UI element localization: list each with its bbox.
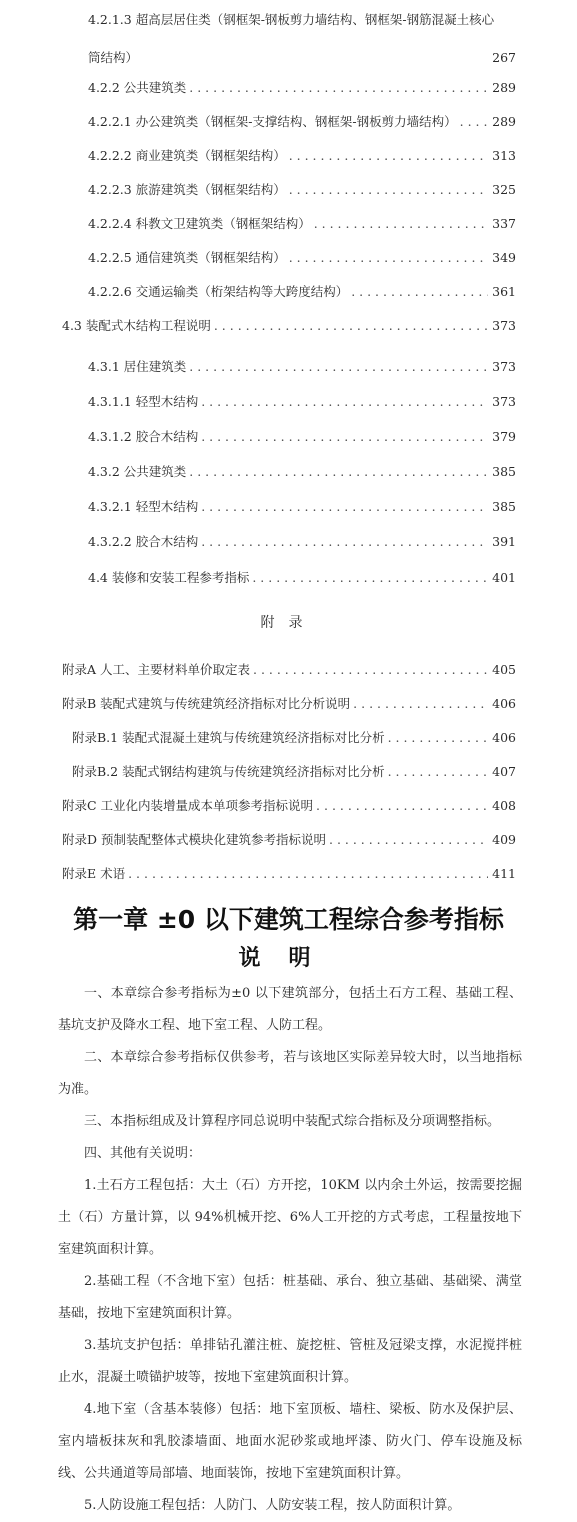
toc-entry-title: 4.2.2.6 交通运输类（桁架结构等大跨度结构） (88, 284, 349, 299)
toc-leader (201, 390, 488, 414)
paragraph: 三、本指标组成及计算程序同总说明中装配式综合指标及分项调整指标。 (84, 1114, 501, 1129)
appendix-entry[interactable] (62, 828, 516, 852)
toc-leader (189, 460, 488, 484)
toc-entry-page: 289 (492, 80, 516, 95)
toc-leader (460, 110, 488, 134)
appendix-entry-title: 附录B.1 装配式混凝土建筑与传统建筑经济指标对比分析 (72, 730, 385, 745)
toc-leader (289, 144, 488, 168)
paragraph: 一、本章综合参考指标为±0 以下建筑部分，包括土石方工程、基础工程、基坑支护及降水工程、地下室工程、人防工程。 (58, 986, 522, 1033)
toc-entry-title: 4.3.2.1 轻型木结构 (88, 499, 199, 514)
toc-entry-page: 289 (492, 114, 516, 129)
toc-leader (351, 280, 488, 304)
toc-entry-title: 4.2.2.1 办公建筑类（钢框架-支撑结构、钢框架-钢板剪力墙结构） (88, 114, 457, 129)
toc-entry-title: 4.3.1.1 轻型木结构 (88, 394, 199, 409)
toc-entry-page: 361 (492, 284, 516, 299)
toc-entry[interactable] (88, 566, 516, 590)
paragraph: 3.基坑支护包括：单排钻孔灌注桩、旋挖桩、管桩及冠梁支撑，水泥搅拌桩止水，混凝土喷锚护坡等，按地下室建筑面积计算。 (58, 1338, 522, 1385)
toc-entry-page: 401 (492, 570, 516, 585)
toc-leader (201, 530, 488, 554)
toc-entry-page: 385 (492, 464, 516, 479)
appendix-entry[interactable] (62, 658, 516, 682)
paragraph: 5.人防设施工程包括：人防门、人防安装工程，按人防面积计算。 (84, 1498, 461, 1513)
toc-entry-page: 373 (492, 359, 516, 374)
toc-entry-page: 325 (492, 182, 516, 197)
toc-leader (289, 178, 488, 202)
section-title: 说明 (238, 946, 339, 971)
paragraph: 4.地下室（含基本装修）包括：地下室顶板、墙柱、梁板、防水及保护层、室内墙板抹灰和乳胶漆墙面、地面水泥砂浆或地坪漆、防火门、停车设施及标线、公共通道等局部墙、地面装饰，按地下室建筑面积计算。 (58, 1402, 522, 1481)
toc-leader (289, 246, 488, 270)
toc-entry[interactable] (88, 390, 516, 414)
toc-entry[interactable] (88, 280, 516, 304)
appendix-entry-title: 附录D 预制装配整体式模块化建筑参考指标说明 (62, 832, 326, 847)
appendix-entry[interactable] (62, 862, 516, 886)
toc-entry-page: 349 (492, 250, 516, 265)
toc-entry-page: 379 (492, 429, 516, 444)
toc-leader (214, 314, 488, 338)
paragraph: 二、本章综合参考指标仅供参考，若与该地区实际差异较大时，以当地指标为准。 (58, 1050, 522, 1097)
toc-entry[interactable] (88, 212, 516, 236)
appendix-entry-page: 406 (492, 696, 516, 711)
appendix-entry-page: 405 (492, 662, 516, 677)
appendix-entry-title: 附录C 工业化内装增量成本单项参考指标说明 (62, 798, 314, 813)
toc-leader (329, 828, 488, 852)
appendix-entry-page: 409 (492, 832, 516, 847)
paragraph: 2.基础工程（不含地下室）包括：桩基础、承台、独立基础、基础梁、满堂基础，按地下室建筑面积计算。 (58, 1274, 522, 1321)
toc-entry[interactable] (88, 355, 516, 379)
toc-leader (189, 76, 488, 100)
appendix-entry-page: 406 (492, 730, 516, 745)
toc-entry-title: 4.3 装配式木结构工程说明 (62, 318, 211, 333)
appendix-entry-title: 附录B.2 装配式钢结构建筑与传统建筑经济指标对比分析 (72, 764, 385, 779)
appendix-entry-title: 附录E 术语 (62, 866, 126, 881)
toc-leader (388, 726, 489, 750)
toc-leader (316, 794, 488, 818)
toc-leader (353, 692, 488, 716)
appendix-entry[interactable] (72, 726, 516, 750)
toc-leader (201, 425, 488, 449)
appendix-entry-title: 附录B 装配式建筑与传统建筑经济指标对比分析说明 (62, 696, 351, 711)
appendix-entry[interactable] (72, 760, 516, 784)
toc-entry[interactable] (88, 110, 516, 134)
toc-entry[interactable] (88, 144, 516, 168)
toc-entry[interactable] (88, 495, 516, 519)
toc-entry-page: 373 (492, 318, 516, 333)
appendix-entry[interactable] (62, 794, 516, 818)
toc-entry[interactable] (88, 530, 516, 554)
toc-leader (128, 862, 488, 886)
appendix-entry-page: 411 (492, 866, 516, 881)
toc-entry-title-cont: 筒结构） (88, 50, 139, 65)
appendix-entry-page: 408 (492, 798, 516, 813)
toc-leader (252, 566, 488, 590)
toc-entry[interactable] (88, 178, 516, 202)
toc-entry-title: 4.2.1.3 超高层居住类（钢框架-钢板剪力墙结构、钢框架-钢筋混凝土核心 (88, 12, 495, 27)
toc-entry-page: 337 (492, 216, 516, 231)
chapter-notes (58, 978, 522, 1522)
toc-leader (189, 355, 488, 379)
toc-entry-page: 385 (492, 499, 516, 514)
toc-entry-title: 4.2.2.3 旅游建筑类（钢框架结构） (88, 182, 286, 197)
toc-leader (201, 495, 488, 519)
toc-entry[interactable] (88, 76, 516, 100)
appendix-entry[interactable] (62, 692, 516, 716)
toc-entry-page: 313 (492, 148, 516, 163)
toc-entry[interactable] (88, 425, 516, 449)
toc-entry[interactable] (62, 314, 516, 338)
toc-entry-title: 4.2.2.2 商业建筑类（钢框架结构） (88, 148, 286, 163)
toc-entry-page: 391 (492, 534, 516, 549)
toc-leader (314, 212, 488, 236)
toc-entry[interactable] (88, 246, 516, 270)
toc-entry-title: 4.3.2 公共建筑类 (88, 464, 187, 479)
toc-entry-page: 373 (492, 394, 516, 409)
paragraph: 四、其他有关说明： (84, 1146, 202, 1161)
toc-leader (253, 658, 488, 682)
toc-entry-title: 4.3.1 居住建筑类 (88, 359, 187, 374)
toc-entry[interactable] (88, 8, 516, 70)
toc-entry-title: 4.3.1.2 胶合木结构 (88, 429, 199, 444)
appendix-heading: 附录 (260, 615, 317, 631)
toc-entry-title: 4.4 装修和安装工程参考指标 (88, 570, 250, 585)
appendix-entry-title: 附录A 人工、主要材料单价取定表 (62, 662, 251, 677)
toc-entry-page: 267 (492, 50, 516, 65)
toc-leader (388, 760, 489, 784)
toc-entry-title: 4.2.2.5 通信建筑类（钢框架结构） (88, 250, 286, 265)
toc-entry-title: 4.3.2.2 胶合木结构 (88, 534, 199, 549)
toc-entry-title: 4.2.2 公共建筑类 (88, 80, 187, 95)
chapter-title: 第一章 ±0 以下建筑工程综合参考指标 (73, 905, 504, 934)
toc-entry-title: 4.2.2.4 科教文卫建筑类（钢框架结构） (88, 216, 311, 231)
paragraph: 1.土石方工程包括：大土（石）方开挖，10KM 以内余土外运，按需要挖掘土（石）方量计算，以 94%机械开挖、6%人工开挖的方式考虑，工程量按地下室建筑面积计算。 (58, 1178, 522, 1257)
appendix-entry-page: 407 (492, 764, 516, 779)
toc-entry[interactable] (88, 460, 516, 484)
